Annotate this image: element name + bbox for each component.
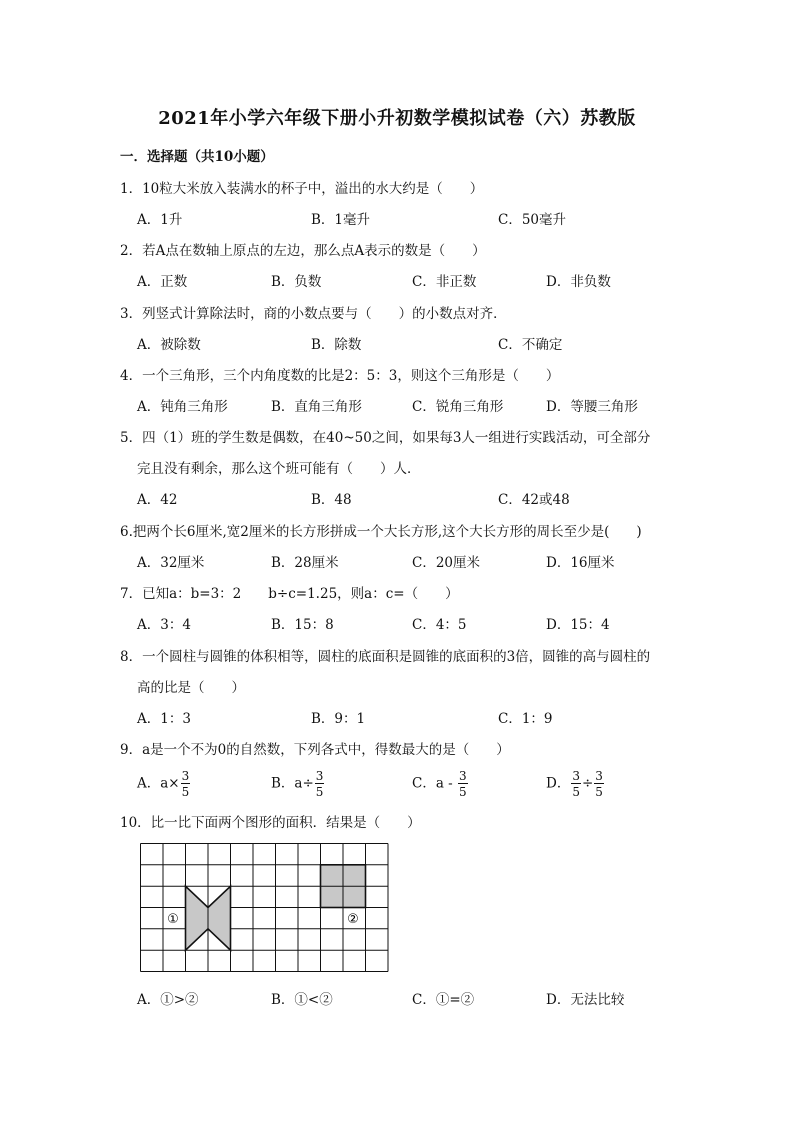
option-a-prefix: A．a×: [137, 775, 180, 792]
option-d[interactable]: D．等腰三角形: [546, 399, 638, 415]
option-d-prefix: D．: [546, 775, 571, 792]
option-a[interactable]: A．正数: [137, 274, 188, 290]
option-a[interactable]: A．3：4: [137, 617, 191, 633]
options-q8: [137, 707, 697, 727]
question-3: 3．列竖式计算除法时，商的小数点要与（ ）的小数点对齐．: [120, 306, 507, 322]
option-b[interactable]: B．15：8: [271, 617, 334, 633]
question-9: 9．a是一个不为0的自然数，下列各式中，得数最大的是（ ）: [120, 742, 510, 758]
option-d[interactable]: [546, 770, 605, 798]
option-b[interactable]: B．9：1: [311, 711, 366, 727]
option-c[interactable]: C．42或48: [498, 492, 570, 508]
label-1: ①: [167, 912, 179, 927]
question-1: 1．10粒大米放入装满水的杯子中，溢出的水大约是（ ）: [120, 181, 484, 197]
options-q5: [137, 488, 697, 508]
option-a[interactable]: A．①>②: [137, 992, 199, 1008]
option-b-prefix: B．a÷: [271, 775, 314, 792]
options-q6: [137, 551, 697, 571]
fraction: $\frac{3}{5}$: [459, 769, 467, 799]
option-a[interactable]: [137, 770, 191, 798]
question-8: 8．一个圆柱与圆锥的体积相等，圆柱的底面积是圆锥的底面积的3倍，圆锥的高与圆柱的: [120, 649, 651, 665]
question-8-continued: 高的比是（ ）: [137, 680, 245, 696]
option-c[interactable]: C．锐角三角形: [412, 399, 504, 415]
option-c[interactable]: C．1：9: [498, 711, 553, 727]
option-c[interactable]: C．非正数: [412, 274, 477, 290]
option-b[interactable]: B．除数: [311, 337, 362, 353]
option-c[interactable]: C．不确定: [498, 337, 563, 353]
options-q10: [137, 988, 697, 1008]
option-b[interactable]: [271, 770, 325, 798]
option-a[interactable]: A．1：3: [137, 711, 191, 727]
option-c[interactable]: [412, 770, 469, 798]
label-2: ②: [347, 912, 359, 927]
option-b[interactable]: B．1毫升: [311, 212, 371, 228]
area-comparison-figure: [140, 843, 390, 973]
option-a[interactable]: A．被除数: [137, 337, 201, 353]
options-q9: [137, 766, 697, 800]
options-q1: [137, 208, 697, 228]
option-d[interactable]: D．非负数: [546, 274, 611, 290]
option-a[interactable]: A．1升: [137, 212, 183, 228]
question-5: 5．四（1）班的学生数是偶数，在40~50之间，如果每3人一组进行实践活动，可全部分: [120, 430, 651, 446]
option-c[interactable]: C．20厘米: [412, 555, 481, 571]
question-6: 6.把两个长6厘米,宽2厘米的长方形拼成一个大长方形,这个大长方形的周长至少是( ): [120, 524, 642, 540]
option-b[interactable]: B．48: [311, 492, 352, 508]
question-2: 2．若A点在数轴上原点的左边，那么点A表示的数是（ ）: [120, 243, 486, 259]
fraction: $\frac{3}{5}$: [572, 769, 580, 799]
options-q3: [137, 333, 697, 353]
option-a[interactable]: A．42: [137, 492, 178, 508]
options-q4: [137, 395, 697, 415]
option-c[interactable]: C．4：5: [412, 617, 467, 633]
option-c-prefix: C．a -: [412, 775, 458, 792]
option-b[interactable]: B．负数: [271, 274, 322, 290]
option-d[interactable]: D．无法比较: [546, 992, 625, 1008]
option-a[interactable]: A．钝角三角形: [137, 399, 228, 415]
option-b[interactable]: B．直角三角形: [271, 399, 362, 415]
option-a[interactable]: A．32厘米: [137, 555, 205, 571]
options-q7: [137, 613, 697, 633]
option-c[interactable]: C．50毫升: [498, 212, 567, 228]
options-q2: [137, 270, 697, 290]
option-b[interactable]: B．①<②: [271, 992, 333, 1008]
question-7: 7．已知a：b=3：2 b÷c=1.25，则a：c=（ ）: [120, 586, 459, 602]
page-title: 2021年小学六年级下册小升初数学模拟试卷（六）苏教版: [158, 108, 636, 129]
question-4: 4．一个三角形，三个内角度数的比是2：5：3，则这个三角形是（ ）: [120, 368, 560, 384]
division-sign: ÷: [581, 775, 594, 792]
fraction: $\frac{3}{5}$: [315, 769, 324, 799]
option-b[interactable]: B．28厘米: [271, 555, 339, 571]
option-d[interactable]: D．16厘米: [546, 555, 615, 571]
option-d[interactable]: D．15：4: [546, 617, 610, 633]
fraction: $\frac{3}{5}$: [181, 769, 190, 799]
question-5-continued: 完且没有剩余，那么这个班可能有（ ）人．: [137, 461, 421, 477]
fraction: $\frac{3}{5}$: [595, 769, 603, 799]
section-heading: 一．选择题（共10小题）: [120, 149, 274, 165]
option-c[interactable]: C．①=②: [412, 992, 475, 1008]
question-10: 10．比一比下面两个图形的面积．结果是（ ）: [120, 815, 421, 831]
